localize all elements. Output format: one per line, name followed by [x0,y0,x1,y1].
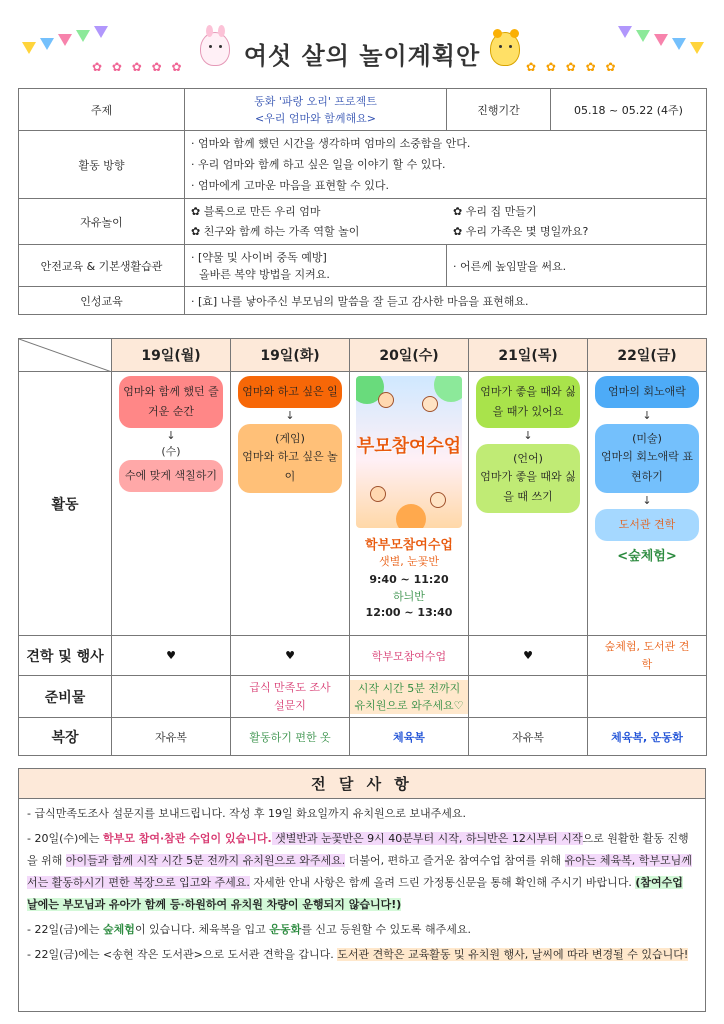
heart-icon: ♥ [112,636,231,676]
notice-text: 이 있습니다. 체육복을 입고 [134,923,270,936]
activity-card: 엄마와 함께 했던 즐거운 순간 [119,376,223,428]
direction-label: 활동 방향 [19,131,185,199]
notice-item-4 [27,944,697,966]
notice-highlight: 학부모 참여·참관 수업이 있습니다. [103,832,272,845]
notice-highlight: 도서관 견학은 교육활동 및 유치원 행사, 날씨에 따라 변경될 수 있습니다! [337,948,689,961]
prep-wed-line-1: 시작 시간 5분 전까지 [350,680,468,697]
notice-body [19,799,705,973]
class-group-2: 하늬반 [393,590,425,603]
activity-card: 도서관 견학 [595,509,699,541]
poster-title: 부모참여수업 [356,436,462,457]
notice-item-2 [27,828,697,916]
prep-wed-line-2: 유치원으로 와주세요♡ [350,697,468,714]
notice-box [18,768,706,1012]
page-title: 여섯 살의 놀이계획안 [243,42,481,70]
prep-label: 준비물 [19,676,112,718]
activity-card-thu-2 [476,444,580,513]
activity-tue [231,372,350,636]
activity-fri [588,372,707,636]
dress-wed: 체육복 [350,718,469,756]
diagonal-line-icon [19,339,112,372]
dress-thu: 자유복 [469,718,588,756]
notice-text: - 20일(수)에는 [27,832,104,845]
class-time-1: 9:40 ~ 11:20 [369,573,449,586]
notice-highlight: (참여수업 날에는 부모님과 유아가 함께 등·하원하여 유치원 차량이 운행되지 않습니다!) [27,876,683,911]
class-time-2: 12:00 ~ 13:40 [365,606,453,619]
direction-item: · 엄마와 함께 했던 시간을 생각하며 엄마의 소중함을 안다. [191,137,471,150]
safety-label: 안전교육 & 기본생활습관 [19,245,185,287]
activity-wed [350,372,469,636]
activity-thu [469,372,588,636]
character-row [19,287,707,315]
heart-icon: ♥ [231,636,350,676]
down-arrow-icon: ↓ [285,409,295,422]
notice-text: 자세한 안내 사항은 함께 올려 드린 가정통신문을 통해 확인해 주시기 바랍니다. [249,876,636,889]
forest-event-title: <숲체험> [617,549,677,564]
period-value: 05.18 ~ 05.22 (4주) [551,89,707,131]
dress-label: 복장 [19,718,112,756]
prep-tue: 급식 만족도 조사 설문지 [231,676,350,718]
day-header-tue: 19일(화) [231,339,350,372]
events-wed: 학부모참여수업 [350,636,469,676]
parent-class-title: 학부모참여수업 [365,538,453,553]
plan-overview-table [18,88,707,315]
dress-fri: 체육복, 운동화 [588,718,707,756]
notice-highlight: 운동화 [269,923,302,936]
prep-mon [112,676,231,718]
day-header-fri: 22일(금) [588,339,707,372]
parent-class-poster-image [356,376,462,528]
notice-text: - 22일(금)에는 <송현 작은 도서관>으로 도서관 견학을 갑니다. [27,948,338,961]
topic-line-2: <우리 엄마와 함께해요> [254,111,377,125]
page-header [0,0,724,82]
day-header-wed: 20일(수) [350,339,469,372]
activity-card-text: 엄마가 좋을 때와 싫을 때 쓰기 [480,470,576,503]
down-arrow-icon: ↓ [642,409,652,422]
free-play-list [185,199,707,245]
activity-card: 엄마가 좋을 때와 싫을 때가 있어요 [476,376,580,428]
dress-tue: 활동하기 편한 옷 [231,718,350,756]
safety-right-value: · 어른께 높임말을 써요. [447,245,707,287]
dress-row [19,718,707,756]
character-label: 인성교육 [19,287,185,315]
free-play-item: ✿ 친구와 함께 하는 가족 역할 놀이 [191,224,360,238]
prep-fri [588,676,707,718]
direction-row [19,131,707,199]
flower-row-right-decoration: ✿ ✿ ✿ ✿ ✿ [526,60,619,74]
activity-category: (미술) [632,432,662,445]
notice-text: - 22일(금)에는 [27,923,104,936]
dress-mon: 자유복 [112,718,231,756]
safety-left-value [185,245,447,287]
notice-highlight: 숲체험 [103,923,135,936]
safety-left-line-1: · [약물 및 사이버 중독 예방] [191,250,327,264]
notice-title: 전 달 사 항 [19,769,705,799]
safety-row [19,245,707,287]
notice-item-3 [27,919,697,941]
flower-row-left-decoration: ✿ ✿ ✿ ✿ ✿ [92,60,185,74]
events-label: 견학 및 행사 [19,636,112,676]
down-arrow-icon: ↓ [642,494,652,507]
activity-card-tue-2 [238,424,342,493]
topic-row [19,89,707,131]
activity-category: (언어) [513,452,543,465]
free-play-item: ✿ 우리 가족은 몇 명일까요? [453,224,589,238]
topic-label: 주제 [19,89,185,131]
day-header-thu: 21일(목) [469,339,588,372]
notice-item-1: - 급식만족도조사 설문지를 보내드립니다. 작성 후 19일 화요일까지 유치원으로 보내주세요. [27,807,466,820]
activity-mon [112,372,231,636]
activity-card-text: 엄마의 회노애락 표현하기 [600,450,693,483]
weekly-schedule-table [18,338,707,756]
down-arrow-icon: ↓ [166,429,176,442]
period-label: 진행기간 [447,89,551,131]
activity-card: 엄마와 하고 싶은 일 [238,376,342,408]
day-header-mon: 19일(월) [112,339,231,372]
events-fri: 숲체험, 도서관 견학 [588,636,707,676]
events-row [19,636,707,676]
activity-label: 활동 [19,372,112,636]
activity-card: 수에 맞게 색칠하기 [119,460,223,492]
notice-text: 으로 원활한 활동 진행을 위해 [27,832,689,867]
notice-text: 를 신고 등원할 수 있도록 해주세요. [301,923,471,936]
notice-highlight: 아이들과 함께 시작 시간 5분 전까지 유치원으로 와주세요. [65,854,346,867]
free-play-item: ✿ 우리 집 만들기 [453,204,537,218]
notice-highlight: 샛별반과 눈꽃반은 9시 40분부터 시작, 하늬반은 12시부터 시작 [271,832,583,845]
activity-category: (수) [161,445,181,458]
direction-item: · 우리 엄마와 함께 하고 싶은 일을 이야기 할 수 있다. [191,158,446,171]
free-play-label: 자유놀이 [19,199,185,245]
free-play-row [19,199,707,245]
weekly-header-row [19,339,707,372]
notice-text: 더불어, 편하고 즐거운 참여수업 참여를 위해 [345,854,565,867]
character-value: · [효] 나를 낳아주신 부모님의 말씀을 잘 듣고 감사한 마음을 표현해요. [185,287,707,315]
class-group-1: 샛별, 눈꽃반 [378,555,440,568]
activity-row [19,372,707,636]
topic-value [185,89,447,131]
corner-cell [19,339,112,372]
free-play-item: ✿ 블록으로 만든 우리 엄마 [191,204,321,218]
prep-wed [350,676,469,718]
activity-card-fri-2 [595,424,699,493]
activity-card: 엄마의 회노애락 [595,376,699,408]
notice-highlight: 유아는 체육복, 학부모님께서는 활동하시기 편한 복장으로 입고와 주세요. [27,854,692,889]
direction-item: · 엄마에게 고마운 마음을 표현할 수 있다. [191,179,389,192]
activity-category: (게임) [275,432,305,445]
topic-line-1: 동화 '파랑 오리' 프로젝트 [254,94,377,108]
prep-thu [469,676,588,718]
heart-icon: ♥ [469,636,588,676]
down-arrow-icon: ↓ [523,429,533,442]
prep-row [19,676,707,718]
safety-left-line-2: 올바른 복약 방법을 지켜요. [199,267,330,281]
activity-card-text: 엄마와 하고 싶은 놀이 [242,450,338,483]
direction-list [185,131,707,199]
